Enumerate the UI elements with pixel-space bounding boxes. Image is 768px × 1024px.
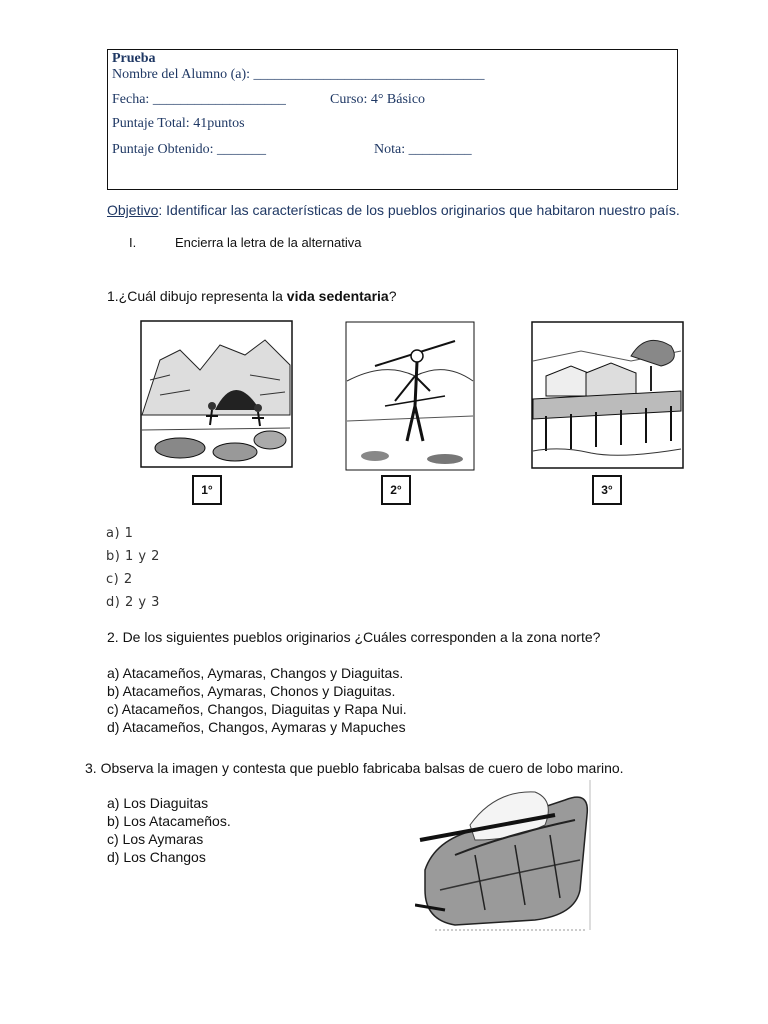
q1-option-a[interactable]: a) 1 (106, 526, 134, 541)
question-2: 2. De los siguientes pueblos originarios ¿Cuáles corresponden a la zona norte? (107, 629, 601, 645)
test-title: Prueba (112, 51, 156, 66)
question-3: 3. Observa la imagen y contesta que pueblo fabricaba balsas de cuero de lobo marino. (85, 760, 624, 776)
course-label: Curso: 4° Básico (330, 92, 426, 107)
q1-option-c[interactable]: c) 2 (106, 572, 133, 587)
objective-label: Objetivo (107, 202, 159, 218)
question-1 (107, 288, 397, 304)
image-label-1: 1° (192, 475, 222, 505)
sealskin-raft-image (415, 780, 595, 932)
q1-suffix: ? (388, 288, 397, 304)
student-name-field[interactable]: Nombre del Alumno (a): _________________________________ (112, 67, 485, 82)
section-instruction: Encierra la letra de la alternativa (175, 235, 362, 250)
q3-option-d[interactable]: d) Los Changos (107, 849, 206, 865)
q1-option-b[interactable]: b) 1 y 2 (106, 549, 160, 564)
q2-option-c[interactable]: c) Atacameños, Changos, Diaguitas y Rapa Nui. (107, 701, 407, 717)
hunter-image (345, 321, 475, 471)
q2-option-a[interactable]: a) Atacameños, Aymaras, Changos y Diaguitas. (107, 665, 404, 681)
grade-field[interactable]: Nota: _________ (374, 142, 472, 157)
section-numeral: I. (129, 235, 137, 250)
q3-option-c[interactable]: c) Los Aymaras (107, 831, 204, 847)
cave-scene-image (140, 320, 293, 468)
stilt-houses-image (531, 321, 684, 469)
q2-option-b[interactable]: b) Atacameños, Aymaras, Chonos y Diaguitas. (107, 683, 396, 699)
date-field[interactable]: Fecha: ___________________ (112, 92, 286, 107)
q3-option-a[interactable]: a) Los Diaguitas (107, 795, 209, 811)
q3-option-b[interactable]: b) Los Atacameños. (107, 813, 231, 829)
objective-text: : Identificar las características de los pueblos originarios que habitaron nuestro país. (158, 202, 680, 218)
q1-option-d[interactable]: d) 2 y 3 (106, 595, 160, 610)
header-box (107, 49, 678, 190)
total-score-label: Puntaje Total: 41puntos (112, 116, 245, 131)
image-label-3: 3° (592, 475, 622, 505)
image-label-2: 2° (381, 475, 411, 505)
q2-option-d[interactable]: d) Atacameños, Changos, Aymaras y Mapuches (107, 719, 406, 735)
q1-bold: vida sedentaria (286, 288, 389, 304)
q1-prefix: 1.¿Cuál dibujo representa la (107, 288, 287, 304)
obtained-score-field[interactable]: Puntaje Obtenido: _______ (112, 142, 266, 157)
objective-line (107, 202, 680, 218)
